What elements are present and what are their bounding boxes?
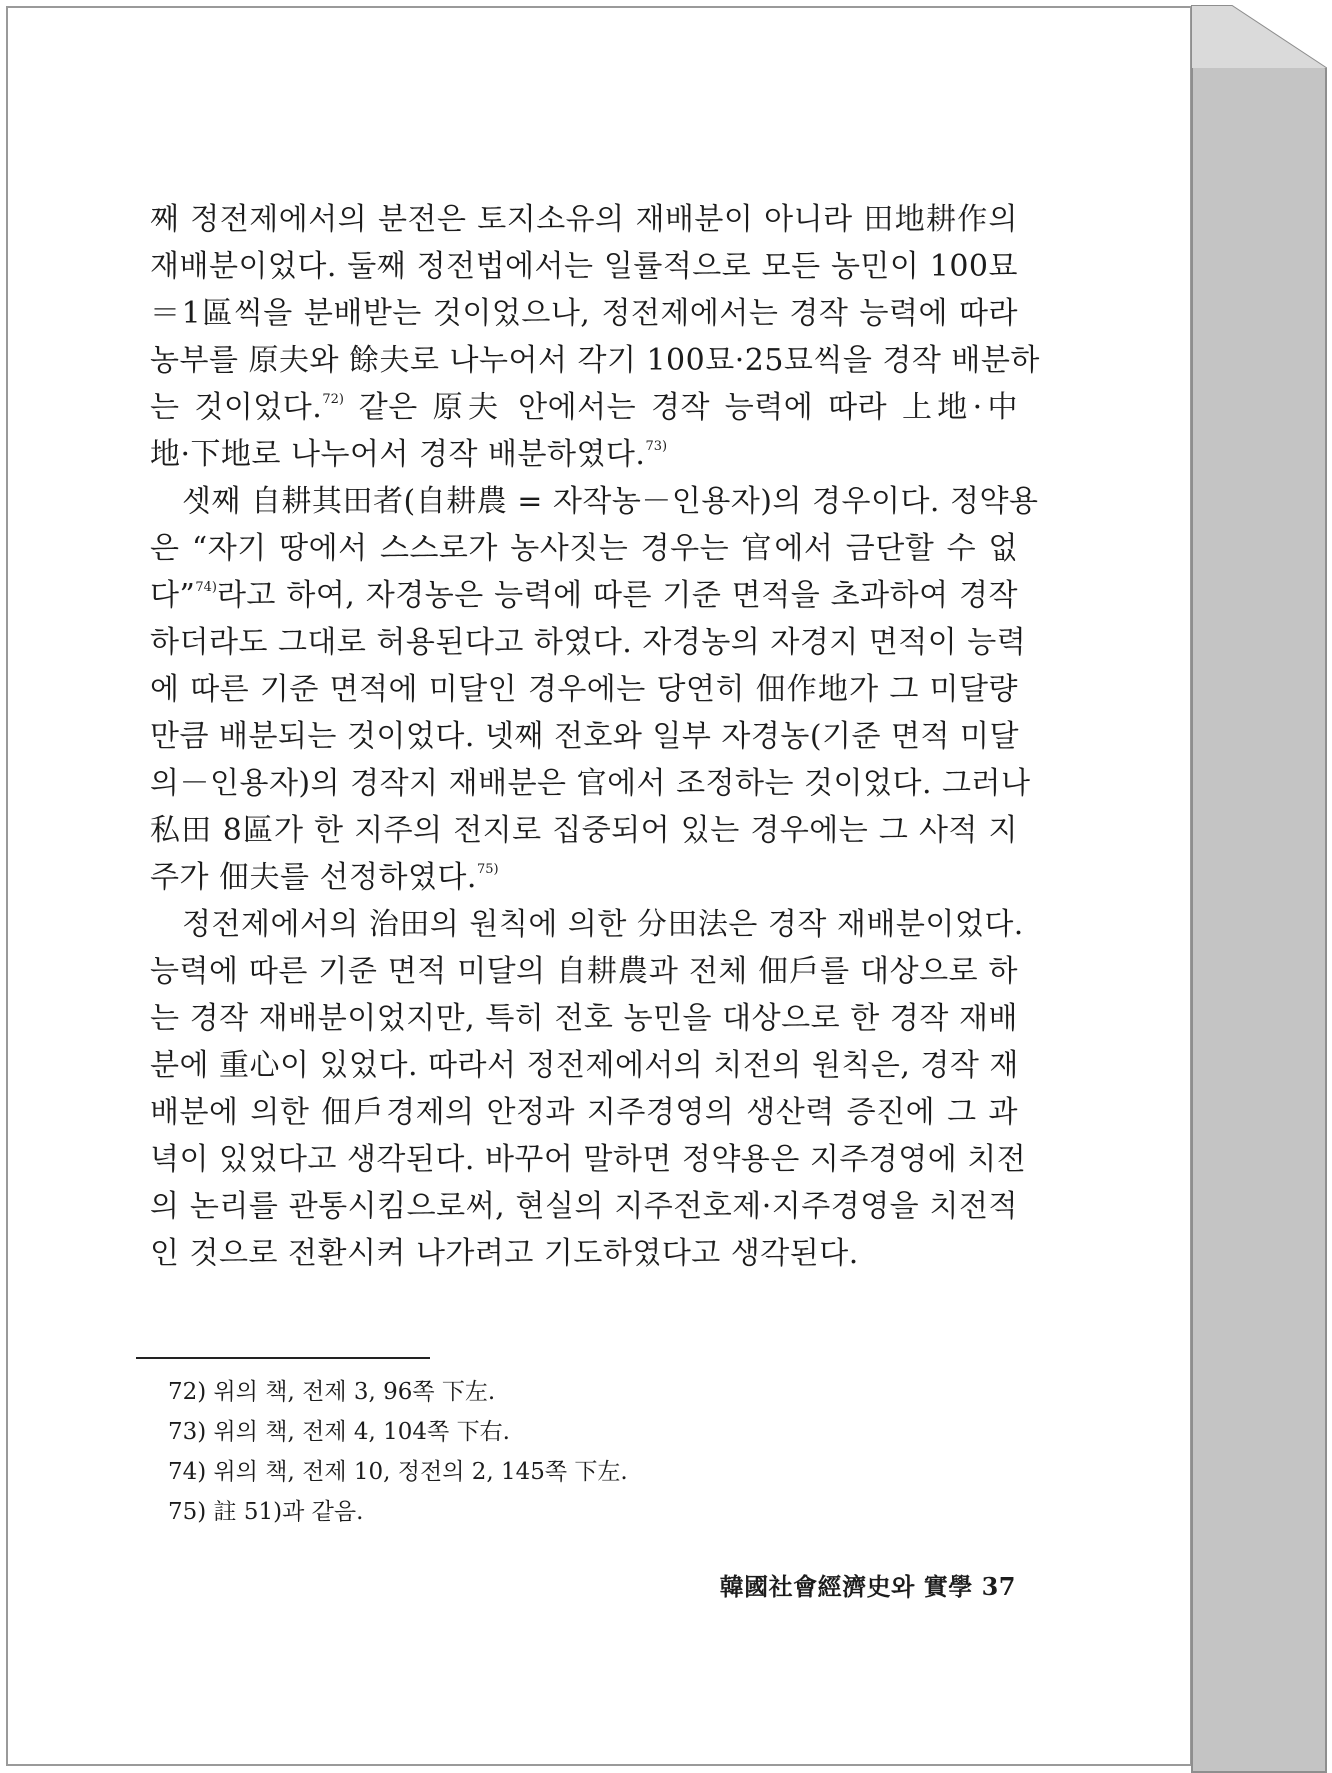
- text-line: [150, 619, 1027, 666]
- line-text: 농부를 原夫와 餘夫로 나누어서 각기 100묘·25묘씩을 경작 배분하: [150, 343, 1040, 378]
- line-text: 녁이 있었다고 생각된다. 바꾸어 말하면 정약용은 지주경영에 치전: [150, 1142, 1027, 1177]
- line-text: 셋째 自耕其田者(自耕農 = 자작농－인용자)의 경우이다. 정약용: [182, 484, 1039, 519]
- line-text: 인 것으로 전환시켜 나가려고 기도하였다고 생각된다.: [150, 1236, 859, 1271]
- footnote-ref: 74): [195, 580, 217, 595]
- text-line: [150, 243, 1018, 290]
- text-line: [150, 1183, 1018, 1230]
- text-line: [150, 901, 1024, 948]
- footnotes: [168, 1372, 628, 1532]
- footnote-75: 75) 註 51)과 같음.: [168, 1499, 364, 1525]
- footnote-ref: 73): [645, 439, 668, 454]
- line-text: 私田 8區가 한 지주의 전지로 집중되어 있는 경우에는 그 사적 지: [150, 813, 1018, 848]
- line-text: 분에 重心이 있었다. 따라서 정전제에서의 치전의 원칙은, 경작 재: [150, 1048, 1019, 1083]
- text-line: [150, 1089, 1018, 1136]
- line-text: 만큼 배분되는 것이었다. 넷째 전호와 일부 자경농(기준 면적 미달: [150, 719, 1020, 754]
- line-text: 다”: [150, 578, 196, 613]
- text-line: [150, 854, 1018, 901]
- running-footer: [700, 1567, 1016, 1602]
- text-line: [150, 666, 1018, 713]
- text-line: [150, 478, 1039, 525]
- line-text: 에 따른 기준 면적에 미달인 경우에는 당연히 佃作地가 그 미달량: [150, 672, 1018, 707]
- text-line: [150, 1136, 1027, 1183]
- line-text: 地·下地로 나누어서 경작 배분하였다.: [150, 437, 646, 472]
- text-line: [150, 1230, 1018, 1277]
- text-line: [150, 572, 1018, 619]
- text-line: [150, 948, 1018, 995]
- text-line: [150, 384, 1018, 431]
- text-line: [150, 337, 1040, 384]
- line-text: 정전제에서의 治田의 원칙에 의한 分田法은 경작 재배분이었다.: [182, 907, 1024, 942]
- line-text: 하더라도 그대로 허용된다고 하였다. 자경농의 자경지 면적이 능력: [150, 625, 1027, 660]
- text-line: [150, 760, 1031, 807]
- text-line: [150, 196, 1018, 243]
- footnote-ref: 72): [322, 392, 344, 407]
- text-line: [150, 713, 1018, 760]
- line-text: 째 정전제에서의 분전은 토지소유의 재배분이 아니라 田地耕作의: [150, 202, 1018, 237]
- line-text: 재배분이었다. 둘째 정전법에서는 일률적으로 모든 농민이 100묘: [150, 249, 1018, 284]
- paragraph: [150, 196, 1040, 478]
- paragraph: [150, 901, 1027, 1277]
- line-text: 는 것이었다.: [150, 390, 323, 425]
- text-line: [150, 431, 1018, 478]
- book-title: 韓國社會經濟史와 實學: [719, 1572, 973, 1601]
- body-text: [150, 196, 1040, 1277]
- footnote-ref: 75): [476, 862, 499, 877]
- line-text: ＝1區씩을 분배받는 것이었으나, 정전제에서는 경작 능력에 따라: [150, 296, 1018, 331]
- footnote-73: 73) 위의 책, 전제 4, 104쪽 下右.: [168, 1419, 510, 1445]
- line-text: 은 “자기 땅에서 스스로가 농사짓는 경우는 官에서 금단할 수 없: [150, 531, 1018, 566]
- footnote-74: 74) 위의 책, 전제 10, 정전의 2, 145쪽 下左.: [168, 1459, 628, 1485]
- text-line: [150, 995, 1018, 1042]
- page-number: 37: [981, 1572, 1016, 1601]
- line-text: 는 경작 재배분이었지만, 특히 전호 농민을 대상으로 한 경작 재배: [150, 1001, 1018, 1036]
- text-line: [150, 807, 1018, 854]
- text-line: [150, 1042, 1018, 1089]
- line-text-cont: 라고 하여, 자경농은 능력에 따른 기준 면적을 초과하여 경작: [216, 578, 1018, 613]
- footnote-72: 72) 위의 책, 전제 3, 96쪽 下左.: [168, 1379, 496, 1405]
- text-line: [150, 290, 1018, 337]
- line-text: 주가 佃夫를 선정하였다.: [150, 860, 477, 895]
- line-text: 의 논리를 관통시킴으로써, 현실의 지주전호제·지주경영을 치전적: [150, 1189, 1018, 1224]
- text-line: [150, 525, 1018, 572]
- line-text-cont: 같은 原夫 안에서는 경작 능력에 따라 上地·中: [343, 390, 1018, 425]
- line-text: 배분에 의한 佃戶경제의 안정과 지주경영의 생산력 증진에 그 과: [150, 1095, 1018, 1130]
- paragraph: [150, 478, 1039, 901]
- footnote-divider: [136, 1357, 430, 1359]
- line-text: 능력에 따른 기준 면적 미달의 自耕農과 전체 佃戶를 대상으로 하: [150, 954, 1018, 989]
- line-text: 의－인용자)의 경작지 재배분은 官에서 조정하는 것이었다. 그러나: [150, 766, 1031, 801]
